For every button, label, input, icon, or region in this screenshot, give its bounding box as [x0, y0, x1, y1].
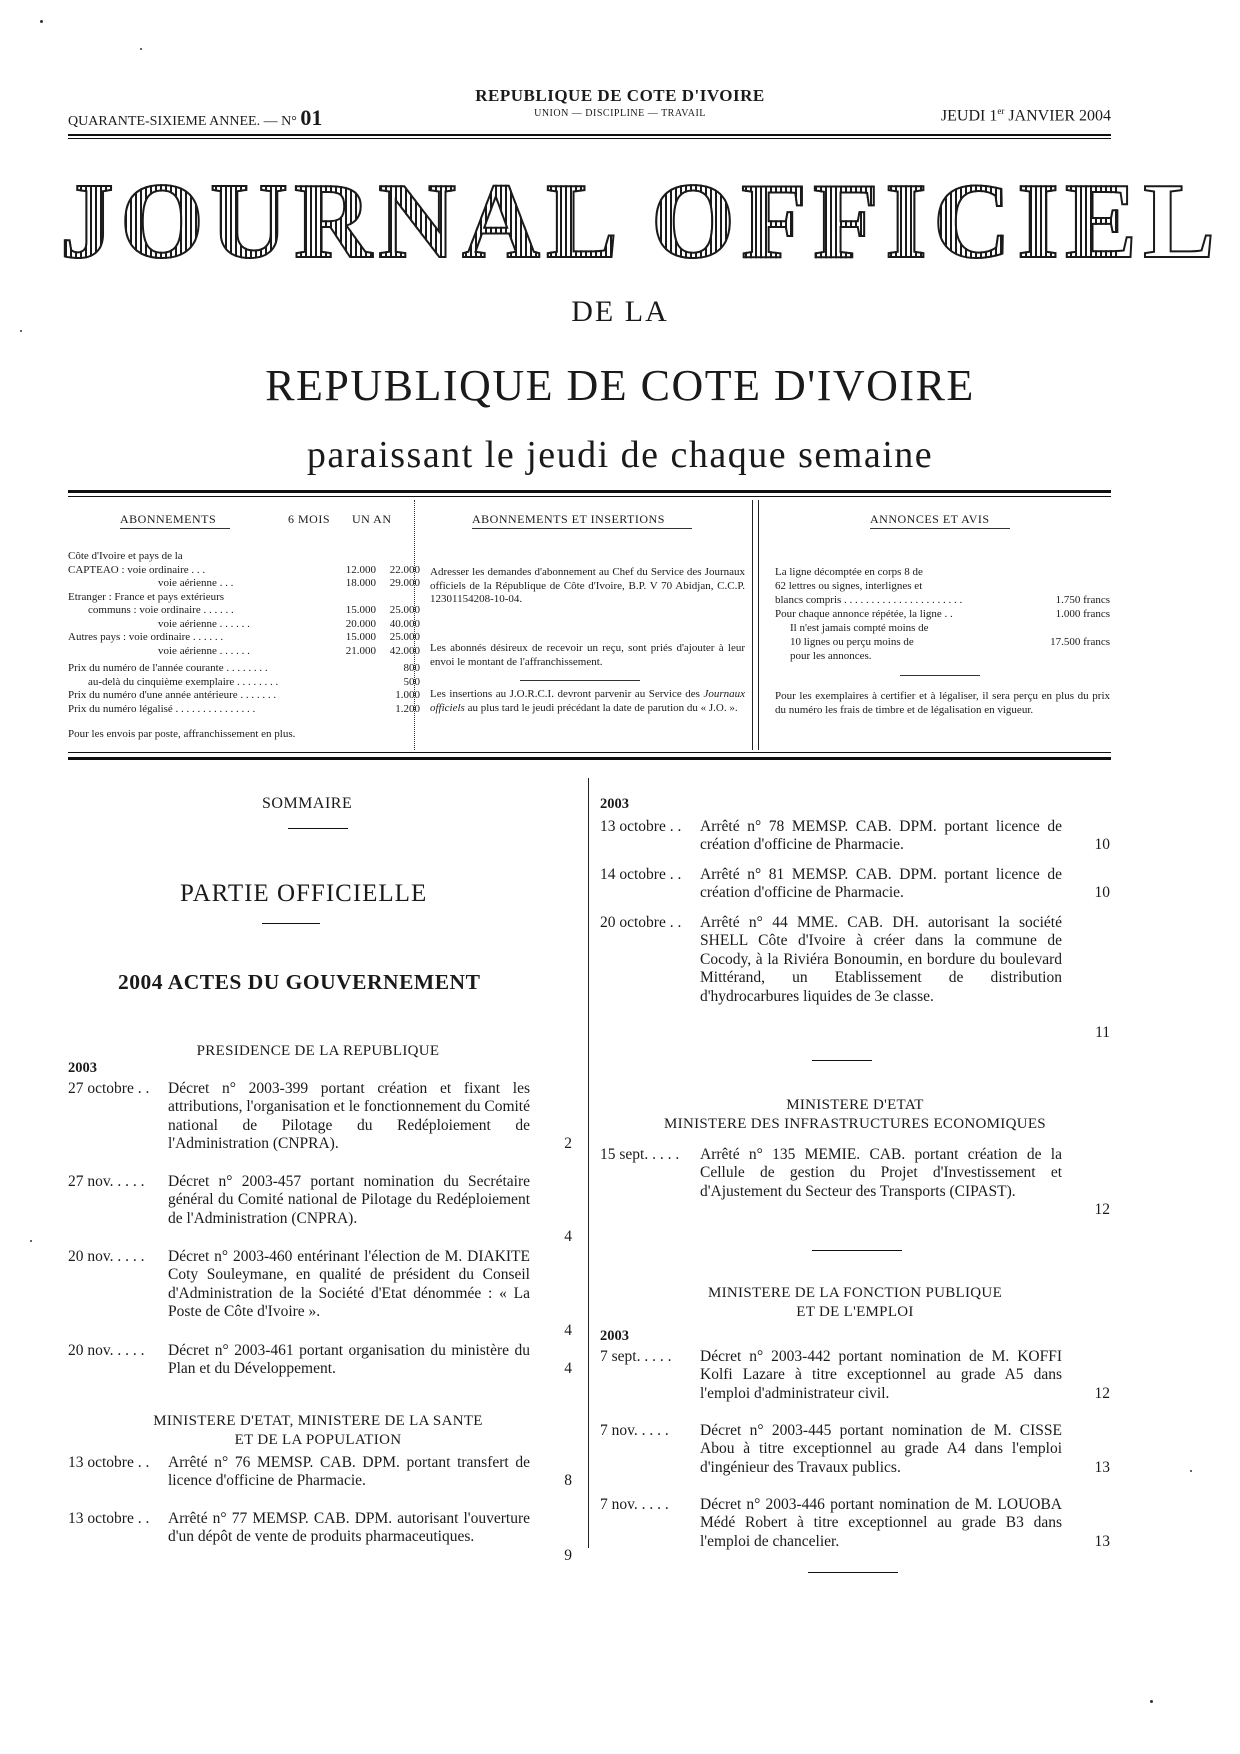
entry-text: Décret n° 2003-460 entérinant l'élection de M. DIAKITE Coty Souleymane, en qualité de président du Conseil d'Administration de la Société d'Etat dénommée : « La Poste de Côte d'Ivoire ».	[168, 1248, 530, 1321]
price-label: Etranger : France et pays extérieurs	[68, 590, 225, 603]
entry-page-number: 4	[564, 1360, 572, 1378]
ann-price-minimum: 17.500 francs	[1050, 636, 1110, 648]
year-label-text: QUARANTE-SIXIEME ANNEE. — N°	[68, 114, 297, 129]
price-row	[68, 604, 420, 618]
scan-speck	[1150, 1700, 1153, 1703]
entry-page-number: 10	[1094, 884, 1110, 902]
national-motto: UNION — DISCIPLINE — TRAVAIL	[534, 108, 706, 119]
date-sup: er	[997, 106, 1005, 116]
price-six-months: 12.000	[345, 563, 376, 576]
column-divider	[588, 778, 589, 1548]
entry-date: 7 nov. . . . .	[600, 1496, 669, 1513]
price-row	[68, 591, 408, 605]
entry-page-number: 10	[1094, 836, 1110, 854]
certification-note: Pour les exemplaires à certifier et à légaliser, il sera perçu en plus du prix du numéro les frais de timbre et de légalisation en vigueur.	[775, 690, 1110, 716]
entry-text: Décret n° 2003-399 portant création et fixant les attributions, l'organisation et le fonctionnement du Comité national de Pilotage du Redéploiement de l'Administration (CNPRA).	[168, 1080, 530, 1153]
single-price-label: Prix du numéro de l'année courante . . . . . . . .	[68, 662, 268, 674]
partie-rule	[262, 923, 320, 924]
publication-frequency: paraissant le jeudi de chaque semaine	[306, 434, 934, 476]
fp-title-2: ET DE L'EMPLOI	[796, 1304, 914, 1320]
six-months-header: 6 MOIS	[288, 512, 331, 526]
entry-text: Arrêté n° 77 MEMSP. CAB. DPM. autorisant l'ouverture d'un dépôt de vente de produits pharmaceutiques.	[168, 1510, 530, 1546]
receipt-note: Les abonnés désireux de recevoir un reçu, sont priés d'ajouter à leur envoi le montant de l'affranchissement.	[430, 642, 745, 668]
entry-text: Arrêté n° 76 MEMSP. CAB. DPM. portant transfert de licence d'officine de Pharmacie.	[168, 1454, 530, 1490]
price-row	[68, 577, 420, 591]
band-rule-bottom	[68, 757, 1111, 760]
announcements-underline	[870, 528, 1010, 529]
single-price-value: 500	[403, 675, 420, 688]
deadline-text-b: au plus tard le jeudi précédant la date de parution du « J.O. ».	[464, 701, 738, 714]
single-price-label: au-delà du cinquième exemplaire . . . . . . . .	[88, 675, 279, 688]
republic-name: REPUBLIQUE DE COTE D'IVOIRE	[475, 86, 765, 105]
band-rule-top-thin	[68, 496, 1111, 497]
price-label: voie aérienne . . . . . .	[158, 617, 250, 630]
entry-page-number: 4	[564, 1228, 572, 1246]
right-section-rule-1	[812, 1060, 872, 1061]
ann-line-6: 10 lignes ou perçu moins de	[790, 636, 914, 648]
entry-page-number: 12	[1094, 1201, 1110, 1219]
issue-number: 01	[300, 105, 323, 130]
entry-page-number: 13	[1094, 1458, 1110, 1476]
entry-date: 13 octobre . .	[68, 1510, 150, 1527]
price-one-year: 22.000	[389, 563, 420, 576]
single-price-row	[68, 689, 420, 703]
entry-date: 13 octobre . .	[68, 1454, 150, 1471]
price-six-months: 21.000	[345, 644, 376, 657]
entry-page-number: 8	[564, 1472, 572, 1490]
entry-page-number: 12	[1094, 1384, 1110, 1402]
price-label: voie aérienne . . .	[158, 577, 234, 589]
deadline-text-a: Les insertions au J.O.R.C.I. devront parvenir au Service des	[430, 688, 704, 700]
header-rule-top	[68, 134, 1111, 136]
ann-line-1: La ligne décomptée en corps 8 de	[775, 566, 923, 578]
insertions-divider	[520, 680, 640, 681]
entry-text: Décret n° 2003-442 portant nomination de M. KOFFI Kolfi Lazare à titre exceptionnel au grade A5 dans l'emploi d'administrateur civil.	[700, 1348, 1062, 1402]
sante-title-2: ET DE LA POPULATION	[234, 1432, 402, 1448]
price-row	[68, 617, 420, 632]
issue-date	[905, 106, 1111, 125]
single-price-value: 1.200	[395, 702, 420, 715]
single-price-value: 800	[403, 662, 420, 674]
price-one-year: 40.000	[389, 617, 420, 630]
fp-title-1: MINISTERE DE LA FONCTION PUBLIQUE	[707, 1285, 1003, 1301]
entry-text: Décret n° 2003-461 portant organisation du ministère du Plan et du Développement.	[168, 1342, 530, 1378]
entry-text: Arrêté n° 135 MEMIE. CAB. portant création de la Cellule de gestion du Projet d'Investissement et d'Ajustement du Secteur des Transports (CIPAST).	[700, 1146, 1062, 1200]
entry-text: Décret n° 2003-446 portant nomination de M. LOUOBA Médé Robert à titre exceptionnel au grade B3 dans l'emploi de chancelier.	[700, 1496, 1062, 1550]
entry-text: Arrêté n° 81 MEMSP. CAB. DPM. portant licence de création d'officine de Pharmacie.	[700, 866, 1062, 902]
insertions-underline	[472, 528, 692, 529]
right-end-rule	[808, 1572, 898, 1573]
actes-gouvernement: 2004 ACTES DU GOUVERNEMENT	[118, 970, 481, 994]
price-six-months: 18.000	[345, 577, 376, 589]
single-price-value: 1.000	[395, 689, 420, 701]
price-row	[68, 631, 420, 645]
price-one-year: 29.000	[389, 577, 420, 589]
infra-title-2: MINISTERE DES INFRASTRUCTURES ECONOMIQUES	[664, 1116, 1046, 1132]
subtitle-republique: REPUBLIQUE DE COTE D'IVOIRE	[265, 361, 975, 410]
price-one-year: 25.000	[389, 631, 420, 643]
fp-year: 2003	[600, 1328, 629, 1344]
entry-page-number: 13	[1094, 1532, 1110, 1550]
subscription-address: Adresser les demandes d'abonnement au Chef du Service des Journaux officiels de la République de Côte d'Ivoire, B.P. V 70 Abidjan, C.C.P. 12301154208-10-04.	[430, 566, 745, 605]
price-label: communs : voie ordinaire . . . . . .	[88, 604, 234, 616]
price-one-year: 25.000	[389, 604, 420, 616]
sante-title-1: MINISTERE D'ETAT, MINISTERE DE LA SANTE	[153, 1413, 483, 1429]
band-divider-2	[752, 500, 753, 750]
price-six-months: 15.000	[345, 631, 376, 643]
entry-date: 13 octobre . .	[600, 818, 682, 835]
partie-officielle: PARTIE OFFICIELLE	[180, 880, 428, 907]
scan-speck	[20, 330, 22, 332]
single-price-label: Prix du numéro légalisé . . . . . . . . . . . . . . .	[68, 702, 256, 715]
right-section-rule-2	[812, 1250, 902, 1251]
scan-speck	[140, 48, 142, 50]
band-rule-top	[68, 490, 1111, 493]
summary-title-rule	[288, 828, 348, 829]
right-year: 2003	[600, 796, 629, 812]
journal-title: JOURNAL OFFICIEL	[60, 162, 1222, 281]
price-label: voie aérienne . . . . . .	[158, 644, 250, 657]
price-one-year: 42.000	[389, 644, 420, 657]
summary-title: SOMMAIRE	[262, 795, 353, 812]
entry-date: 20 octobre . .	[600, 914, 682, 931]
price-label: CAPTEAO : voie ordinaire . . .	[68, 563, 206, 576]
ann-line-7: pour les annonces.	[790, 650, 872, 662]
price-six-months: 20.000	[345, 617, 376, 630]
scan-speck	[30, 1240, 32, 1242]
insertions-deadline	[430, 688, 745, 715]
entry-date: 7 nov. . . . .	[600, 1422, 669, 1439]
entry-date: 27 nov. . . . .	[68, 1173, 145, 1190]
band-rule-bottom-thin	[68, 752, 1111, 753]
announcements-divider	[900, 675, 980, 676]
ann-line-4: Pour chaque annonce répétée, la ligne . .	[775, 608, 953, 620]
subscriptions-header: ABONNEMENTS	[120, 512, 217, 526]
price-six-months: 15.000	[345, 604, 376, 616]
entry-page-number: 2	[564, 1135, 572, 1153]
entry-page-number: 11	[1095, 1024, 1110, 1042]
entry-text: Arrêté n° 78 MEMSP. CAB. DPM. portant licence de création d'officine de Pharmacie.	[700, 818, 1062, 854]
price-row	[68, 550, 408, 564]
ann-price-line: 1.750 francs	[1055, 594, 1110, 606]
postal-note: Pour les envois par poste, affranchissement en plus.	[68, 728, 296, 740]
date-prefix: JEUDI 1	[940, 107, 998, 125]
presidence-year: 2003	[68, 1060, 97, 1076]
entry-date: 15 sept. . . . .	[600, 1146, 680, 1163]
date-suffix: JANVIER 2004	[1004, 107, 1111, 125]
single-price-row	[68, 675, 420, 690]
ann-line-5: Il n'est jamais compté moins de	[790, 622, 929, 634]
price-row	[68, 563, 420, 578]
entry-date: 27 octobre . .	[68, 1080, 150, 1097]
one-year-header: UN AN	[352, 512, 392, 526]
insertions-header: ABONNEMENTS ET INSERTIONS	[472, 512, 665, 526]
single-price-label: Prix du numéro d'une année antérieure . . . . . . .	[68, 689, 277, 701]
ann-line-2: 62 lettres ou signes, interlignes et	[775, 580, 923, 592]
entry-text: Arrêté n° 44 MME. CAB. DH. autorisant la société SHELL Côte d'Ivoire à créer dans la commune de Cocody, à la Riviéra Bonoumin, en bordure du boulevard Mittérand, un Etablissement de distribution d'hydrocarbures liquides de 3e classe.	[700, 914, 1062, 1005]
entry-date: 20 nov. . . . .	[68, 1342, 145, 1359]
band-divider-2b	[758, 500, 759, 750]
infra-title-1: MINISTERE D'ETAT	[786, 1097, 924, 1113]
entry-date: 7 sept. . . . .	[600, 1348, 672, 1365]
price-label: Côte d'Ivoire et pays de la	[68, 550, 183, 562]
announcements-header: ANNONCES ET AVIS	[870, 512, 990, 526]
ann-price-repeat: 1.000 francs	[1055, 608, 1110, 620]
header-rule-top-thin	[68, 138, 1111, 139]
header-underline	[120, 528, 230, 529]
single-price-row	[68, 702, 420, 717]
entry-text: Décret n° 2003-457 portant nomination du Secrétaire général du Comité national de Pilotage du Redéploiement de l'Administration (CNPRA).	[168, 1173, 530, 1227]
scan-speck	[1190, 1470, 1192, 1472]
entry-page-number: 4	[564, 1321, 572, 1339]
price-row	[68, 644, 420, 659]
deadline-text-italic: Journaux officiels	[430, 688, 745, 714]
ann-line-3: blancs compris . . . . . . . . . . . . . . . . . . . . . .	[775, 594, 963, 606]
entry-date: 20 nov. . . . .	[68, 1248, 145, 1265]
entry-date: 14 octobre . .	[600, 866, 682, 883]
price-label: Autres pays : voie ordinaire . . . . . .	[68, 631, 224, 643]
entry-page-number: 9	[564, 1546, 572, 1564]
single-price-row	[68, 662, 420, 676]
presidence-title: PRESIDENCE DE LA REPUBLIQUE	[196, 1043, 440, 1059]
entry-text: Décret n° 2003-445 portant nomination de M. CISSE Abou à titre exceptionnel au grade A4 dans l'emploi d'ingénieur des Travaux publics.	[700, 1422, 1062, 1476]
scan-speck	[40, 20, 43, 23]
subtitle-de-la: DE LA	[571, 295, 669, 328]
